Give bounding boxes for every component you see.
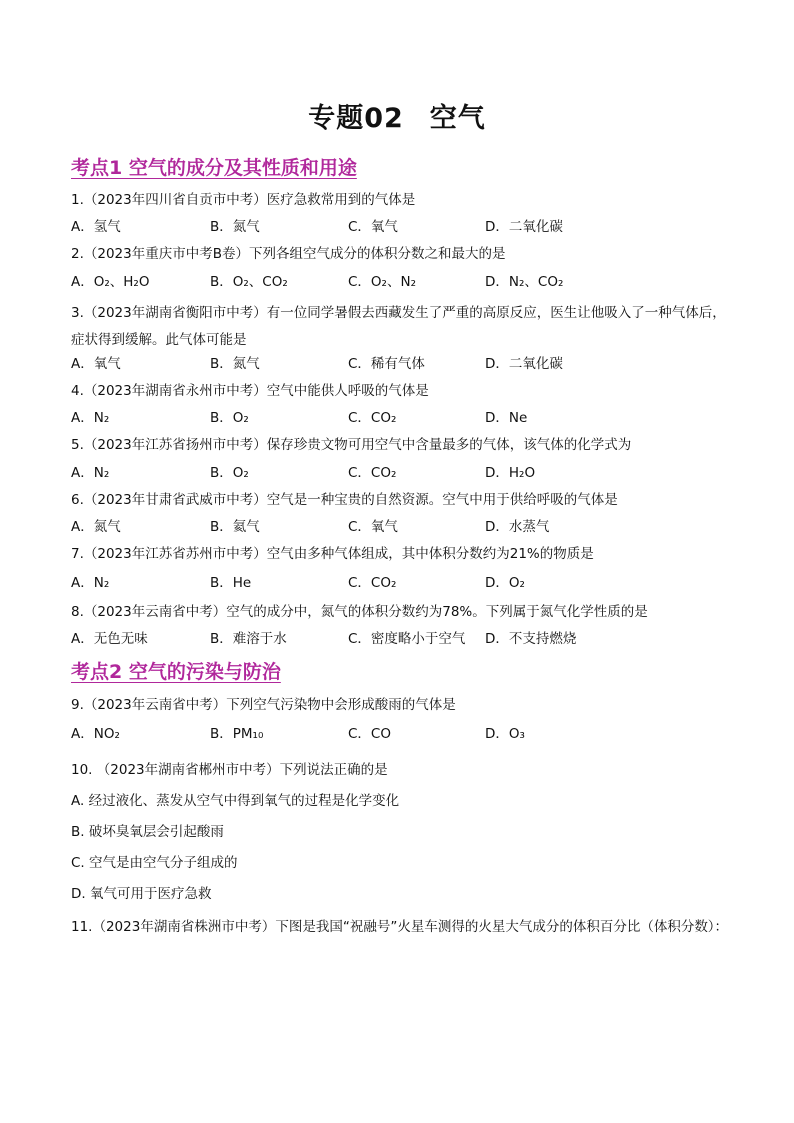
option-a: A．N₂ — [71, 465, 110, 481]
question-3-stem: 3.（2023年湖南省衡阳市中考）有一位同学暑假去西藏发生了严重的高原反应，医生让他吸入了一种气体后，症状得到缓解。此气体可能是 — [71, 305, 726, 348]
option-a: A．氧气 — [71, 356, 121, 372]
question-8-stem: 8.（2023年云南省中考）空气的成分中，氮气的体积分数约为78%。下列属于氮气化学性质的是 — [71, 604, 648, 620]
option-b: B．氮气 — [210, 356, 260, 372]
option-d: D．不支持燃烧 — [485, 631, 577, 647]
question-7-stem: 7.（2023年江苏省苏州市中考）空气由多种气体组成，其中体积分数约为21%的物质是 — [71, 546, 594, 562]
option-b: B．PM₁₀ — [210, 726, 264, 742]
section-heading-1: 考点1 空气的成分及其性质和用途 — [71, 157, 357, 179]
option-b: B．氦气 — [210, 519, 260, 535]
option-d: D．二氧化碳 — [485, 356, 563, 372]
option-a: A．NO₂ — [71, 726, 120, 742]
question-9-stem: 9.（2023年云南省中考）下列空气污染物中会形成酸雨的气体是 — [71, 697, 456, 713]
question-10-option-b: B. 破坏臭氧层会引起酸雨 — [71, 824, 224, 840]
option-a: A．无色无味 — [71, 631, 148, 647]
question-10-option-a: A. 经过液化、蒸发从空气中得到氧气的过程是化学变化 — [71, 793, 400, 809]
option-c: C．CO — [348, 726, 391, 742]
option-b: B．He — [210, 575, 252, 591]
question-1-stem: 1.（2023年四川省自贡市中考）医疗急救常用到的气体是 — [71, 192, 416, 208]
option-c: C．CO₂ — [348, 410, 397, 426]
option-b: B．氮气 — [210, 219, 260, 235]
option-b: B．O₂ — [210, 410, 249, 426]
question-2-stem: 2.（2023年重庆市中考B卷）下列各组空气成分的体积分数之和最大的是 — [71, 246, 506, 262]
option-c: C．氧气 — [348, 219, 398, 235]
question-10-stem: 10. （2023年湖南省郴州市中考）下列说法正确的是 — [71, 762, 388, 778]
option-a: A．N₂ — [71, 575, 110, 591]
option-c: C．O₂、N₂ — [348, 274, 416, 290]
question-11-stem: 11.（2023年湖南省株洲市中考）下图是我国“祝融号”火星车测得的火星大气成分的体积百分比（体积分数）： — [71, 919, 729, 935]
option-a: A．氮气 — [71, 519, 121, 535]
option-b: B．O₂ — [210, 465, 249, 481]
page-title — [0, 96, 794, 135]
question-10-option-d: D. 氧气可用于医疗急救 — [71, 886, 212, 902]
option-d: D．二氧化碳 — [485, 219, 563, 235]
option-c: C．稀有气体 — [348, 356, 425, 372]
option-c: C．CO₂ — [348, 465, 397, 481]
question-5-stem: 5.（2023年江苏省扬州市中考）保存珍贵文物可用空气中含量最多的气体，该气体的化学式为 — [71, 437, 632, 453]
question-4-stem: 4.（2023年湖南省永州市中考）空气中能供人呼吸的气体是 — [71, 383, 429, 399]
option-d: D．O₃ — [485, 726, 525, 742]
question-6-stem: 6.（2023年甘肃省武威市中考）空气是一种宝贵的自然资源。空气中用于供给呼吸的气体是 — [71, 492, 618, 508]
option-d: D．Ne — [485, 410, 528, 426]
option-c: C．密度略小于空气 — [348, 631, 466, 647]
section-heading-2: 考点2 空气的污染与防治 — [71, 661, 281, 683]
title-part-2: 空气 — [429, 103, 486, 134]
option-d: D．O₂ — [485, 575, 525, 591]
option-a: A．O₂、H₂O — [71, 274, 150, 290]
option-d: D．H₂O — [485, 465, 536, 481]
option-d: D．水蒸气 — [485, 519, 550, 535]
option-a: A．N₂ — [71, 410, 110, 426]
option-b: B．O₂、CO₂ — [210, 274, 288, 290]
option-c: C．CO₂ — [348, 575, 397, 591]
option-d: D．N₂、CO₂ — [485, 274, 564, 290]
title-part-1: 专题02 — [308, 103, 404, 134]
option-c: C．氧气 — [348, 519, 398, 535]
option-a: A．氢气 — [71, 219, 121, 235]
question-10-option-c: C. 空气是由空气分子组成的 — [71, 855, 238, 871]
option-b: B．难溶于水 — [210, 631, 287, 647]
